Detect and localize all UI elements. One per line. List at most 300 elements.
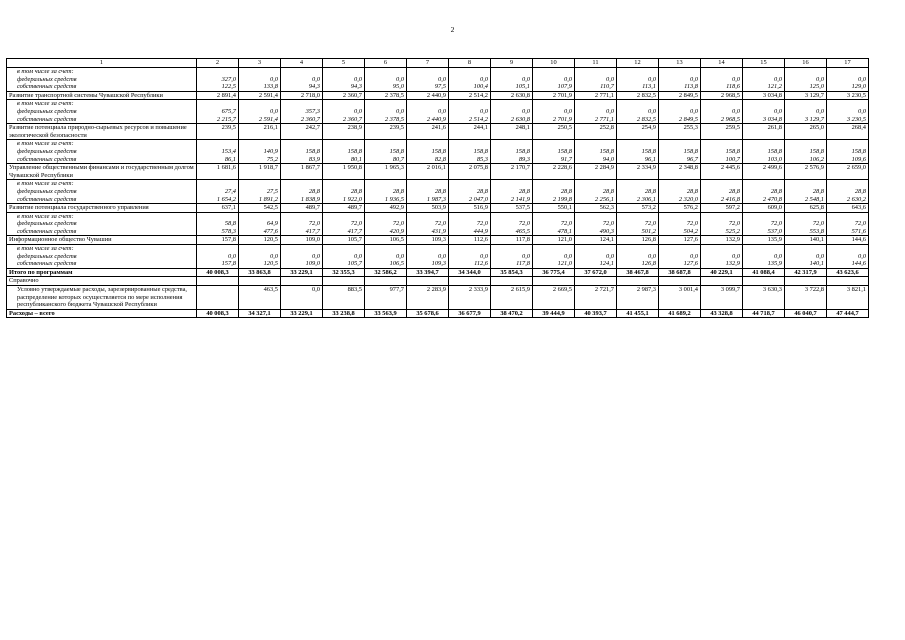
table-cell: 109,3 [407, 260, 449, 268]
table-cell [407, 180, 449, 188]
table-cell [575, 277, 617, 286]
row-label: федеральных средств [7, 76, 197, 84]
table-cell [617, 212, 659, 220]
table-cell [701, 100, 743, 108]
table-cell: 28,8 [533, 188, 575, 196]
table-cell: 2 170,7 [491, 164, 533, 180]
table-cell: 100,7 [701, 156, 743, 164]
table-cell [365, 212, 407, 220]
table-cell: 109,0 [281, 236, 323, 245]
table-cell: 89,3 [491, 156, 533, 164]
table-cell: 35 678,6 [407, 309, 449, 318]
table-cell: 157,8 [197, 260, 239, 268]
table-cell: 34 327,1 [239, 309, 281, 318]
table-cell: 0,0 [323, 76, 365, 84]
table-cell: 0,0 [533, 253, 575, 261]
table-cell [323, 245, 365, 253]
table-cell: 254,9 [617, 124, 659, 140]
table-cell: 0,0 [281, 76, 323, 84]
table-cell: 40 008,3 [197, 268, 239, 277]
row-label: в том числе за счет: [7, 68, 197, 76]
table-cell: 37 672,0 [575, 268, 617, 277]
table-cell: 0,0 [281, 286, 323, 310]
table-cell [617, 245, 659, 253]
table-cell: 2 968,5 [701, 116, 743, 124]
table-cell: 129,0 [827, 83, 869, 91]
table-cell [533, 140, 575, 148]
table-row [7, 100, 869, 108]
table-row [7, 156, 869, 164]
table-cell: 158,8 [575, 148, 617, 156]
table-cell: 126,8 [617, 260, 659, 268]
table-cell: 1 987,3 [407, 196, 449, 204]
table-cell: 40 229,1 [701, 268, 743, 277]
table-cell: 2 701,9 [533, 91, 575, 100]
table-cell: 158,8 [449, 148, 491, 156]
table-cell [281, 68, 323, 76]
table-cell [701, 212, 743, 220]
table-cell [827, 68, 869, 76]
table-cell: 0,0 [617, 76, 659, 84]
table-cell: 2 199,8 [533, 196, 575, 204]
table-cell: 112,6 [449, 260, 491, 268]
table-cell: 0,0 [533, 108, 575, 116]
table-cell [239, 140, 281, 148]
table-cell [743, 68, 785, 76]
row-label: собственных средств [7, 83, 197, 91]
table-cell: 36 775,4 [533, 268, 575, 277]
table-row [7, 268, 869, 277]
table-cell [449, 140, 491, 148]
table-cell: 0,0 [365, 76, 407, 84]
table-cell: 27,4 [197, 188, 239, 196]
row-label: Справочно [7, 277, 197, 286]
table-cell [575, 100, 617, 108]
row-label: федеральных средств [7, 220, 197, 228]
table-cell: 3 230,5 [827, 91, 869, 100]
table-cell [281, 277, 323, 286]
table-cell: 28,8 [827, 188, 869, 196]
table-cell: 140,9 [239, 148, 281, 156]
table-cell: 0,0 [617, 108, 659, 116]
table-cell [491, 277, 533, 286]
table-cell: 110,7 [575, 83, 617, 91]
table-cell [281, 100, 323, 108]
table-cell: 977,7 [365, 286, 407, 310]
table-cell: 2 718,0 [281, 91, 323, 100]
table-header-row [7, 59, 869, 68]
table-cell: 0,0 [827, 108, 869, 116]
table-cell: 242,7 [281, 124, 323, 140]
table-cell: 3 001,4 [659, 286, 701, 310]
table-cell: 238,9 [323, 124, 365, 140]
table-cell: 2 333,9 [449, 286, 491, 310]
table-cell: 2 832,5 [617, 91, 659, 100]
table-cell: 28,8 [785, 188, 827, 196]
table-cell: 2 470,8 [743, 196, 785, 204]
table-cell: 2 721,7 [575, 286, 617, 310]
table-cell: 675,7 [197, 108, 239, 116]
table-cell: 0,0 [407, 253, 449, 261]
column-header: 15 [743, 59, 785, 68]
table-cell: 32 355,3 [323, 268, 365, 277]
row-label: Развитие потенциала государственного управления [7, 204, 197, 213]
table-cell [491, 212, 533, 220]
table-cell [743, 100, 785, 108]
table-cell [659, 68, 701, 76]
table-cell [239, 245, 281, 253]
table-cell [743, 277, 785, 286]
table-cell: 41 455,1 [617, 309, 659, 318]
table-cell [323, 100, 365, 108]
table-cell: 158,8 [323, 148, 365, 156]
table-cell: 144,6 [827, 260, 869, 268]
table-cell: 39 444,9 [533, 309, 575, 318]
table-cell: 357,3 [281, 108, 323, 116]
table-cell: 85,3 [449, 156, 491, 164]
table-cell: 1 965,3 [365, 164, 407, 180]
table-cell: 153,4 [197, 148, 239, 156]
table-cell: 158,8 [617, 148, 659, 156]
table-cell: 2 440,9 [407, 91, 449, 100]
table-cell: 0,0 [575, 253, 617, 261]
table-cell: 158,8 [491, 148, 533, 156]
table-cell: 252,8 [575, 124, 617, 140]
table-cell: 3 129,7 [785, 116, 827, 124]
table-row [7, 91, 869, 100]
table-cell [785, 180, 827, 188]
table-cell: 550,1 [533, 204, 575, 213]
table-cell [323, 212, 365, 220]
table-cell [827, 245, 869, 253]
table-cell: 0,0 [743, 253, 785, 261]
table-cell [659, 180, 701, 188]
table-cell [365, 180, 407, 188]
table-row [7, 188, 869, 196]
table-cell: 0,0 [785, 76, 827, 84]
table-cell: 1 922,0 [323, 196, 365, 204]
table-cell: 3 099,7 [701, 286, 743, 310]
table-cell [449, 100, 491, 108]
table-cell: 0,0 [365, 108, 407, 116]
table-cell [701, 180, 743, 188]
table-cell: 33 563,9 [365, 309, 407, 318]
table-cell: 43 623,6 [827, 268, 869, 277]
table-cell [617, 140, 659, 148]
table-cell: 158,8 [365, 148, 407, 156]
table-cell: 33 229,1 [281, 268, 323, 277]
table-cell: 537,0 [743, 228, 785, 236]
table-cell: 571,6 [827, 228, 869, 236]
table-cell [743, 212, 785, 220]
table-cell [743, 140, 785, 148]
table-cell [407, 245, 449, 253]
table-cell: 542,5 [239, 204, 281, 213]
table-cell [197, 277, 239, 286]
table-cell [491, 68, 533, 76]
table-cell: 576,2 [659, 204, 701, 213]
table-cell: 444,9 [449, 228, 491, 236]
table-cell: 118,6 [701, 83, 743, 91]
table-cell [491, 245, 533, 253]
table-cell: 0,0 [701, 253, 743, 261]
table-row [7, 76, 869, 84]
table-cell: 103,0 [743, 156, 785, 164]
table-cell [533, 245, 575, 253]
table-cell [239, 100, 281, 108]
table-cell: 158,8 [533, 148, 575, 156]
table-cell: 27,5 [239, 188, 281, 196]
table-cell: 2 968,5 [701, 91, 743, 100]
table-cell: 96,7 [659, 156, 701, 164]
table-cell [785, 277, 827, 286]
table-cell: 72,0 [323, 220, 365, 228]
table-row [7, 212, 869, 220]
table-cell: 38 467,8 [617, 268, 659, 277]
table-cell: 127,6 [659, 236, 701, 245]
table-cell: 72,0 [785, 220, 827, 228]
table-cell: 0,0 [449, 108, 491, 116]
table-cell: 492,9 [365, 204, 407, 213]
table-cell: 28,8 [659, 188, 701, 196]
table-cell: 1 654,2 [197, 196, 239, 204]
table-cell: 0,0 [323, 253, 365, 261]
table-row [7, 245, 869, 253]
table-cell [533, 180, 575, 188]
table-cell: 268,4 [827, 124, 869, 140]
table-cell: 82,8 [407, 156, 449, 164]
table-cell: 0,0 [743, 76, 785, 84]
table-cell: 3 821,1 [827, 286, 869, 310]
table-cell: 75,2 [239, 156, 281, 164]
table-cell: 158,8 [659, 148, 701, 156]
table-cell: 42 317,9 [785, 268, 827, 277]
table-cell: 64,9 [239, 220, 281, 228]
table-cell: 32 586,2 [365, 268, 407, 277]
column-header: 7 [407, 59, 449, 68]
table-cell: 553,8 [785, 228, 827, 236]
table-cell: 2 348,8 [659, 164, 701, 180]
table-cell: 2 548,1 [785, 196, 827, 204]
row-label: Развитие транспортной системы Чувашской Республики [7, 91, 197, 100]
table-cell: 28,8 [701, 188, 743, 196]
table-cell [533, 212, 575, 220]
table-cell: 95,0 [365, 83, 407, 91]
table-cell: 58,8 [197, 220, 239, 228]
table-cell: 2 283,9 [407, 286, 449, 310]
table-cell: 0,0 [281, 253, 323, 261]
table-cell: 431,9 [407, 228, 449, 236]
table-cell: 2 256,1 [575, 196, 617, 204]
table-cell: 44 718,7 [743, 309, 785, 318]
table-cell: 2 360,7 [323, 116, 365, 124]
table-cell: 643,6 [827, 204, 869, 213]
table-cell: 94,3 [323, 83, 365, 91]
table-cell [449, 68, 491, 76]
column-header: 6 [365, 59, 407, 68]
table-cell: 0,0 [239, 76, 281, 84]
table-cell: 239,5 [365, 124, 407, 140]
table-cell [827, 277, 869, 286]
table-cell [323, 277, 365, 286]
table-cell: 72,0 [743, 220, 785, 228]
table-cell: 112,6 [449, 236, 491, 245]
table-cell [407, 277, 449, 286]
table-cell [533, 277, 575, 286]
table-cell: 2 075,8 [449, 164, 491, 180]
table-cell: 0,0 [449, 76, 491, 84]
table-cell [827, 140, 869, 148]
column-header: 14 [701, 59, 743, 68]
table-cell: 72,0 [407, 220, 449, 228]
table-cell [197, 68, 239, 76]
table-cell: 1 891,2 [239, 196, 281, 204]
table-cell: 33 863,8 [239, 268, 281, 277]
table-cell: 100,4 [449, 83, 491, 91]
table-cell: 216,1 [239, 124, 281, 140]
table-cell: 609,0 [743, 204, 785, 213]
table-cell: 489,7 [281, 204, 323, 213]
table-row [7, 204, 869, 213]
table-cell: 133,8 [239, 83, 281, 91]
table-cell: 241,6 [407, 124, 449, 140]
table-cell [407, 100, 449, 108]
table-cell [575, 245, 617, 253]
row-label: федеральных средств [7, 253, 197, 261]
table-cell: 127,6 [659, 260, 701, 268]
table-cell [323, 68, 365, 76]
table-cell: 537,5 [491, 204, 533, 213]
column-header: 3 [239, 59, 281, 68]
table-cell: 2 514,2 [449, 91, 491, 100]
table-cell: 255,3 [659, 124, 701, 140]
table-cell [323, 140, 365, 148]
table-cell: 0,0 [617, 253, 659, 261]
row-label: собственных средств [7, 116, 197, 124]
row-label: Расходы – всего [7, 309, 197, 318]
row-label: Условно утверждаемые расходы, зарезервированные средства, распределение которых осуществляется по мере исполнения республиканского бюджета Чувашской Республики [7, 286, 197, 310]
table-cell: 0,0 [449, 253, 491, 261]
table-cell: 72,0 [533, 220, 575, 228]
row-label: Информационное общество Чувашии [7, 236, 197, 245]
table-cell: 2 306,1 [617, 196, 659, 204]
table-cell: 883,5 [323, 286, 365, 310]
table-cell: 0,0 [365, 253, 407, 261]
table-cell: 465,5 [491, 228, 533, 236]
table-cell [197, 286, 239, 310]
table-cell [239, 180, 281, 188]
row-label: собственных средств [7, 260, 197, 268]
table-cell: 83,9 [281, 156, 323, 164]
table-cell: 2 499,6 [743, 164, 785, 180]
table-cell: 41 689,2 [659, 309, 701, 318]
table-cell: 97,5 [407, 83, 449, 91]
table-cell: 28,8 [575, 188, 617, 196]
table-cell: 1 681,6 [197, 164, 239, 180]
table-cell [365, 245, 407, 253]
table-cell [449, 277, 491, 286]
table-cell [197, 245, 239, 253]
table-cell [281, 245, 323, 253]
table-cell: 1 838,9 [281, 196, 323, 204]
table-cell: 36 677,9 [449, 309, 491, 318]
table-cell: 109,3 [407, 236, 449, 245]
row-label: федеральных средств [7, 188, 197, 196]
table-cell: 41 088,4 [743, 268, 785, 277]
table-cell: 113,8 [659, 83, 701, 91]
table-cell: 2 360,7 [281, 116, 323, 124]
table-cell: 109,6 [827, 156, 869, 164]
table-cell [365, 277, 407, 286]
table-cell: 105,7 [323, 236, 365, 245]
table-cell: 121,0 [533, 236, 575, 245]
table-cell: 2 320,0 [659, 196, 701, 204]
column-header: 16 [785, 59, 827, 68]
row-label: собственных средств [7, 156, 197, 164]
table-cell: 573,2 [617, 204, 659, 213]
table-cell [281, 180, 323, 188]
table-cell: 2 514,2 [449, 116, 491, 124]
table-cell: 96,1 [617, 156, 659, 164]
row-label: собственных средств [7, 228, 197, 236]
table-row [7, 148, 869, 156]
table-cell: 477,6 [239, 228, 281, 236]
table-cell: 117,8 [491, 260, 533, 268]
table-cell [701, 245, 743, 253]
table-cell: 1 918,7 [239, 164, 281, 180]
table-row [7, 164, 869, 180]
table-cell [743, 245, 785, 253]
table-cell [407, 68, 449, 76]
table-cell: 504,2 [659, 228, 701, 236]
table-cell: 91,7 [533, 156, 575, 164]
table-cell: 132,9 [701, 236, 743, 245]
table-cell [365, 68, 407, 76]
table-cell: 478,1 [533, 228, 575, 236]
column-header: 12 [617, 59, 659, 68]
table-cell: 2 771,1 [575, 116, 617, 124]
table-cell [533, 100, 575, 108]
table-cell: 2 284,9 [575, 164, 617, 180]
row-label: федеральных средств [7, 148, 197, 156]
table-cell [281, 140, 323, 148]
table-cell: 105,1 [491, 83, 533, 91]
table-cell: 120,5 [239, 260, 281, 268]
table-cell: 1 936,5 [365, 196, 407, 204]
table-cell [197, 212, 239, 220]
table-cell [407, 212, 449, 220]
table-cell: 158,8 [701, 148, 743, 156]
table-cell: 135,9 [743, 260, 785, 268]
table-cell [197, 180, 239, 188]
table-row [7, 220, 869, 228]
table-cell: 135,9 [743, 236, 785, 245]
budget-table [6, 58, 869, 318]
table-cell: 463,5 [239, 286, 281, 310]
column-header: 9 [491, 59, 533, 68]
row-label: Развитие потенциала природно-сырьевых ресурсов и повышение экологической безопасности [7, 124, 197, 140]
table-cell: 47 444,7 [827, 309, 869, 318]
table-cell: 0,0 [323, 108, 365, 116]
table-cell [785, 212, 827, 220]
table-cell [407, 140, 449, 148]
table-cell: 2 669,5 [533, 286, 575, 310]
table-cell: 2 378,5 [365, 91, 407, 100]
table-cell: 417,7 [281, 228, 323, 236]
table-cell: 124,1 [575, 260, 617, 268]
table-cell: 0,0 [575, 76, 617, 84]
table-cell: 72,0 [449, 220, 491, 228]
